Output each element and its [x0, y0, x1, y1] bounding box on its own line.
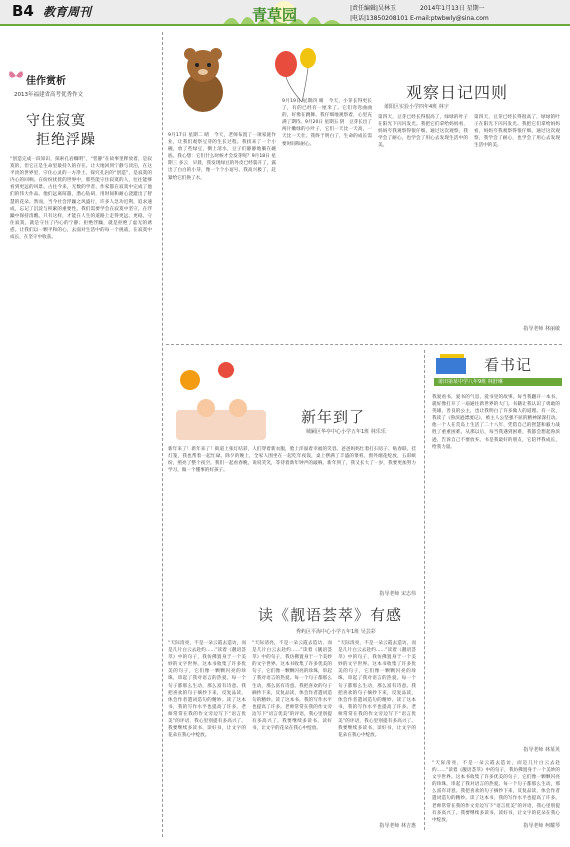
review-body-col1: “天际清亮，不是一朵云霞去造访，而是几片白云去赴约……”读着《靓语荟萃》中的句子，我仿佛置身于一个美妙的文字世界。这本书收集了许多优美的句子，它们像一颗颗闪亮的珍珠，串起了我对语言的热爱。每一个句子都那么生动，那么富有诗意。我把喜欢的句子摘抄下来，反复品读，体会作者遣词造句的精妙。读了这本书，我的写作水平也提高了许多。老师常常在我的作文旁边写下“语言优美”的评语，我心里别提有多高兴了。我要继续多读书、读好书，让文字的花朵在我心中绽放。: [168, 641, 246, 739]
header-contact: |电话|13850208101 E-mail:ptwbwly@sina.com: [350, 15, 489, 22]
article-title-line1: 守住寂寞: [26, 113, 86, 129]
review-body-col2: “天际清亮，不是一朵云霞去造访，而是几片白云去赴约……”读着《靓语荟萃》中的句子，我仿佛置身于一个美妙的文字世界。这本书收集了许多优美的句子，它们像一颗颗闪亮的珍珠，串起了我对语言的热爱。每一个句子都那么生动，那么富有诗意。我把喜欢的句子摘抄下来，反复品读，体会作者遣词造句的精妙。读了这本书，我的写作水平也提高了许多。老师常常在我的作文旁边写下“语言优美”的评语，我心里别提有多高兴了。我要继续多读书、读好书，让文字的花朵在我心中绽放。: [252, 641, 332, 732]
diary-title: 观察日记四则: [406, 83, 509, 102]
book-illustration: [432, 352, 472, 382]
book-editor: 指导老师 林某英: [523, 747, 560, 753]
review-editor: 指导老师 林吉惠: [379, 823, 416, 829]
article-body: “创造完成一段知识，探索孔岩蜘明”，“恬静”在故事里释放着，是寂寞的，但它正是生命里最持久的存在。让大地回到宁静与淡泊，在这平淡的世界里，守住心灵的一方净土。探究孔岩的“创造”，是寂寞的内心的回响。在纷纷扰扰的世界中，那些能守住寂寞的人，往往能够看到更远的风景。古往今来，无数的学者、作家都在寂寞中完成了他们的伟大作品。他们远离喧嚣，潜心钻研，用时间和耐心浇灌出了智慧的花朵。然而，当今社会浮躁之风盛行，许多人急功近利，追求速成，忘记了沉淀与积累的重要性。我们需要学会在寂寞中坚守，在浮躁中保持清醒。只有这样，才能在人生的道路上走得更远、更稳。守住寂寞，就是守住了内心的宁静；拒绝浮躁，就是拒绝了虚无的诱惑。让我们以一颗平和的心，去面对生活中的每一个挑战，在寂寞中成长，在坚守中收获。: [10, 157, 152, 241]
book-body-continued: “天际清亮，不是一朵云霞去造访，而是几片白云去赴约……”读着《靓语荟萃》中的句子，我仿佛置身于一个美妙的文字世界。这本书收集了许多优美的句子，它们像一颗颗闪亮的珍珠，串起了我对语言的热爱。每一个句子都那么生动，那么富有诗意。我把喜欢的句子摘抄下来，反复品读，体会作者遣词造句的精妙。读了这本书，我的写作水平也提高了许多。老师常常在我的作文旁边写下“语言优美”的评语，我心里别提有多高兴了。我要继续多读书、读好书，让文字的花朵在我心中绽放。: [432, 761, 560, 823]
review-author: 秀屿区平海中心小学五年1班 吴芸彩: [296, 629, 376, 635]
diary-editor: 指导老师 林丽敏: [523, 326, 560, 332]
newyear-title: 新年到了: [301, 408, 366, 426]
divider: [424, 350, 425, 830]
left-column: [6, 32, 156, 832]
newyear-illustration: [166, 350, 276, 446]
newyear-editor: 指导老师 宋志伟: [379, 591, 416, 597]
right-editor: 指导老师 柯耀琴: [523, 823, 560, 829]
diary-col1: 9月17日 星期二 晴 今天，老师布置了一项家庭作业，让我们观察豆芽的生长过程。我找来了一个小碗，放了些绿豆，倒上清水，豆子们静静地躺在碗底。我心想：它们什么时候才会发芽呢？9月18日 星期三 多云 早晨，我发现绿豆的外皮已经裂开了，露出了白白的小芽，像一个个小逗号。我高兴极了，赶紧给它们换了水。: [168, 133, 276, 181]
page-number: B4: [12, 2, 34, 20]
diary-author: 莆阳区实验小学四年4班 林宇: [384, 104, 449, 110]
review-body-col3: “天际清亮，不是一朵云霞去造访，而是几片白云去赴约……”读着《靓语荟萃》中的句子，我仿佛置身于一个美妙的文字世界。这本书收集了许多优美的句子，它们像一颗颗闪亮的珍珠，串起了我对语言的热爱。每一个句子都那么生动，那么富有诗意。我把喜欢的句子摘抄下来，反复品读，体会作者遣词造句的精妙。读了这本书，我的写作水平也提高了许多。老师常常在我的作文旁边写下“语言优美”的评语，我心里别提有多高兴了。我要继续多读书、读好书，让文字的花朵在我心中绽放。: [338, 641, 416, 739]
newyear-author: 城厢区华亭中心小学五年1班 林乐乐: [306, 429, 386, 435]
column-label: 佳作赏析: [26, 76, 66, 87]
book-article: [430, 350, 564, 830]
diary-article: [166, 70, 562, 340]
divider: [162, 32, 163, 837]
diary-col2: 9月19日 星期四 晴 今天，小芽长得更长了，有的已经有一厘米了。它们弯弯曲曲的，好像在跳舞。我仔细地观察着，心里充满了期待。9月20日 星期五 阴 豆芽长出了两片嫩绿的小叶子，它们一天比一天高，一天比一天壮。我终于明白了，生命的成长需要时间和耐心。: [282, 99, 372, 147]
review-title: 读《靓语荟萃》有感: [258, 606, 403, 624]
divider: [166, 344, 562, 345]
header-rule: [0, 24, 570, 26]
diary-col3: 第四天，豆芽已经长得很高了，绿绿的叶子在阳光下闪闪发光。我把它们拿给妈妈看，妈妈夸我观察得很仔细。通过这次观察，我学会了耐心，也学会了用心去发现生活中的美。: [378, 115, 468, 149]
header: [0, 0, 570, 30]
book-title: 看书记: [484, 356, 533, 374]
article-subtitle: 2013年福建省高考优秀作文: [14, 92, 83, 98]
newyear-article: [166, 350, 418, 602]
article-title-line2: 拒绝浮躁: [36, 132, 96, 148]
section-banner: [222, 0, 342, 26]
section-title: 青草园: [252, 6, 298, 24]
paper-name: 教育周刊: [43, 5, 92, 19]
book-author: 莆田第某中学八年9班 林舒琳: [438, 379, 503, 385]
diary-col4: 第四天，豆芽已经长得很高了，绿绿的叶子在阳光下闪闪发光。我把它们拿给妈妈看，妈妈夸我观察得很仔细。通过这次观察，我学会了耐心，也学会了用心去发现生活中的美。: [474, 115, 560, 149]
review-article: [166, 604, 418, 834]
book-body: 我爱看书，爱书的气息，爱书里的故事。每当我翻开一本书，就好像打开了一扇通往新世界的大门。书籍让我认识了勇敢的英雄、善良的公主，也让我明白了许多做人的道理。有一次，我读了《鲁滨逊漂流记》，被主人公坚强不屈的精神深深打动。他一个人在荒岛上生活了二十八年，凭借自己的智慧和毅力战胜了重重困难。从那以后，每当我遇到困难，我都会想起鲁滨逊，告诉自己不要放弃。书是我最好的朋友，它陪伴我成长，给我力量。: [432, 395, 560, 450]
header-editor: |责任编辑|吴林玉: [350, 5, 397, 12]
butterfly-icon: [8, 68, 24, 88]
header-date: 2014年1月13日 星期一: [420, 5, 485, 12]
newyear-body: 新年来了！新年来了！街道上张灯结彩，人们穿着新衣服，脸上洋溢着幸福的笑容。爸爸妈妈忙着打扫房子、贴春联、挂灯笼，我也帮着一起忙碌。除夕的晚上，全家人围坐在一起吃年夜饭，桌上摆满了丰盛的菜肴。窗外烟花绽放，五彩缤纷，照亮了整个夜空。我们一起看春晚，说说笑笑，等待着新年钟声的敲响。新年到了，我又长大了一岁，我要更加努力学习，做一个懂事的好孩子。: [168, 447, 416, 474]
